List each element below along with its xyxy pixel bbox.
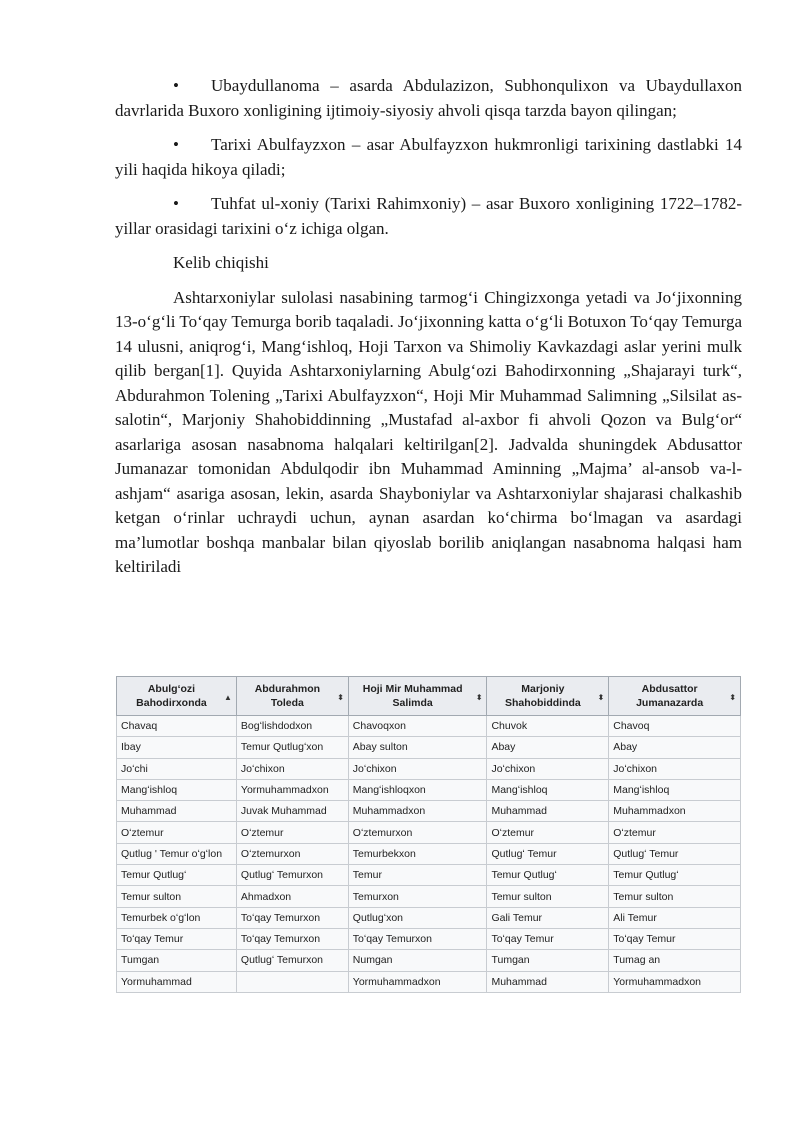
table-cell: Temur <box>348 865 487 886</box>
table-cell: Toʻqay Temur <box>487 928 609 949</box>
table-cell: Ahmadxon <box>236 886 348 907</box>
bullet-text: Tarixi Abulfayzxon – asar Abulfayzxon hukmronligi tarixining dastlabki 14 yili haqida hikoya qiladi; <box>115 135 742 179</box>
sort-icon[interactable]: ⬍ <box>729 693 736 702</box>
table-cell: Chavaq <box>117 716 237 737</box>
sort-icon[interactable]: ⬍ <box>475 693 483 702</box>
table-cell: Yormuhammadxon <box>236 779 348 800</box>
table-cell: Temur Qutlugʻ <box>117 865 237 886</box>
table-cell: Oʻztemur <box>117 822 237 843</box>
table-cell: Joʻchixon <box>609 758 741 779</box>
column-header-line2: Salimda <box>392 697 433 709</box>
table-cell: Toʻqay Temurxon <box>236 928 348 949</box>
bullet-marker: • <box>173 135 179 154</box>
table-cell: Muhammad <box>117 801 237 822</box>
table-cell: Abay <box>609 737 741 758</box>
table-row <box>117 843 741 864</box>
table-cell: Ibay <box>117 737 237 758</box>
table-cell: Toʻqay Temur <box>117 928 237 949</box>
table-row <box>117 865 741 886</box>
table-cell: Muhammadxon <box>348 801 487 822</box>
column-header-line1: Abdusattor <box>641 683 698 695</box>
table-cell: Joʻchi <box>117 758 237 779</box>
table-cell: Juvak Muhammad <box>236 801 348 822</box>
bullet-text: Ubaydullanoma – asarda Abdulazizon, Subhonqulixon va Ubaydullaxon davrlarida Buxoro xonligining ijtimoiy-siyosiy ahvoli qisqa tarzda bayon qilingan; <box>115 76 742 120</box>
table-cell: Ali Temur <box>609 907 741 928</box>
table-cell: Joʻchixon <box>236 758 348 779</box>
column-header[interactable] <box>236 677 348 716</box>
document-body <box>115 74 742 590</box>
table-row <box>117 779 741 800</box>
section-heading: Kelib chiqishi <box>173 253 269 272</box>
table-cell: Oʻztemur <box>236 822 348 843</box>
table-cell: Temur Qutlugʻxon <box>236 737 348 758</box>
table-cell: Yormuhammadxon <box>609 971 741 992</box>
table-row <box>117 758 741 779</box>
table-cell: Bogʻlishdodxon <box>236 716 348 737</box>
bullet-text: Tuhfat ul-xoniy (Tarixi Rahimxoniy) – asar Buxoro xonligining 1722–1782-yillar orasidagi tarixini oʻz ichiga olgan. <box>115 194 742 238</box>
table-cell: Numgan <box>348 950 487 971</box>
column-header[interactable] <box>117 677 237 716</box>
table-cell: Chuvok <box>487 716 609 737</box>
table-cell: Qutlugʻ Temur <box>487 843 609 864</box>
table-cell: Temurbek oʻgʻlon <box>117 907 237 928</box>
table-cell: Tumgan <box>117 950 237 971</box>
sort-icon[interactable]: ⬍ <box>597 693 605 702</box>
table-cell: Qutlug ' Temur oʻgʻlon <box>117 843 237 864</box>
table-row <box>117 971 741 992</box>
table-cell: Temurxon <box>348 886 487 907</box>
table-cell: Toʻqay Temur <box>609 928 741 949</box>
table-cell: Chavoqxon <box>348 716 487 737</box>
bullet-paragraph-1 <box>115 74 742 123</box>
table-body <box>117 716 741 993</box>
table-row <box>117 801 741 822</box>
table-cell: Oʻztemurxon <box>236 843 348 864</box>
genealogy-table <box>116 676 741 993</box>
table-cell: Qutlugʻ Temurxon <box>236 950 348 971</box>
table-cell <box>236 971 348 992</box>
table-row <box>117 737 741 758</box>
table-cell: Temur Qutlugʻ <box>609 865 741 886</box>
table-cell: Muhammadxon <box>609 801 741 822</box>
bullet-marker: • <box>173 76 179 95</box>
table-cell: Chavoq <box>609 716 741 737</box>
table-row <box>117 822 741 843</box>
column-header-line1: Abulgʻozi <box>147 683 196 695</box>
column-header[interactable] <box>348 677 487 716</box>
table-cell: Yormuhammadxon <box>348 971 487 992</box>
sort-icon[interactable]: ⬍ <box>337 693 344 702</box>
sort-icon[interactable]: ▲ <box>224 693 232 702</box>
table-cell: Mangʻishloq <box>487 779 609 800</box>
table-cell: Oʻztemur <box>609 822 741 843</box>
table-cell: Temur Qutlugʻ <box>487 865 609 886</box>
table-cell: Tumag an <box>609 950 741 971</box>
table-cell: Toʻqay Temurxon <box>348 928 487 949</box>
table-cell: Joʻchixon <box>487 758 609 779</box>
column-header-line1: Marjoniy <box>521 683 565 695</box>
table-cell: Joʻchixon <box>348 758 487 779</box>
table-cell: Mangʻishloq <box>117 779 237 800</box>
table-cell: Muhammad <box>487 971 609 992</box>
table-row <box>117 716 741 737</box>
table-header-row <box>117 677 741 716</box>
column-header-line2: Jumanazarda <box>636 697 704 709</box>
table-cell: Gali Temur <box>487 907 609 928</box>
bullet-marker: • <box>173 194 179 213</box>
table-cell: Toʻqay Temurxon <box>236 907 348 928</box>
table-row <box>117 886 741 907</box>
table-cell: Yormuhammad <box>117 971 237 992</box>
column-header-line1: Abdurahmon <box>254 683 321 695</box>
column-header[interactable] <box>487 677 609 716</box>
table-cell: Qutlugʻ Temurxon <box>236 865 348 886</box>
table-row <box>117 950 741 971</box>
table-row <box>117 928 741 949</box>
table-cell: Muhammad <box>487 801 609 822</box>
column-header[interactable] <box>609 677 741 716</box>
table-cell: Qutlugʻ Temur <box>609 843 741 864</box>
column-header-line2: Bahodirxonda <box>136 697 207 709</box>
table-cell: Temur sulton <box>117 886 237 907</box>
genealogy-table-container <box>116 676 741 993</box>
table-cell: Oʻztemurxon <box>348 822 487 843</box>
table-cell: Temur sulton <box>609 886 741 907</box>
table-cell: Temur sulton <box>487 886 609 907</box>
table-cell: Oʻztemur <box>487 822 609 843</box>
column-header-line2: Shahobiddinda <box>504 697 581 709</box>
table-cell: Tumgan <box>487 950 609 971</box>
column-header-line1: Hoji Mir Muhammad <box>362 683 463 695</box>
table-cell: Mangʻishloqxon <box>348 779 487 800</box>
bullet-paragraph-2 <box>115 133 742 182</box>
table-cell: Qutlugʻxon <box>348 907 487 928</box>
table-cell: Abay sulton <box>348 737 487 758</box>
table-row <box>117 907 741 928</box>
body-paragraph: Ashtarxoniylar sulolasi nasabining tarmogʻi Chingizxonga yetadi va Joʻjixonning 13-oʻgʻli Toʻqay Temurga borib taqaladi. Joʻjixonning katta oʻgʻli Botuxon Toʻqay Temurga 14 ulusni, aniqrogʻi, Mangʻishloq, Hoji Tarxon va Shimoliy Kavkazdagi aslar yerini mulk qilib bergan[1]. Quyida Ashtarxoniylarning Abulgʻozi Bahodirxonning „Shajarayi turk“, Abdurahmon Tolening „Tarixi Abulfayzxon“, Hoji Mir Muhammad Salimning „Silsilat as-salotin“, Marjoniy Shahobiddinning „Mustafad al-axbor fi ahvoli Qozon va Bulgʻor“ asarlariga asosan nasabnoma halqalari keltirilgan[2]. Jadvalda shuningdek Abdusattor Jumanazar tomonidan Abdulqodir ibn Muhammad Aminning „Majma’ al-ansob va-l-ashjam“ asariga asosan, lekin, asarda Shayboniylar va Ashtarxoniylar shajarasi chalkashib ketgan oʻrinlar uchraydi uchun, aynan asardan koʻchirma boʻlmagan va asardagi ma’lumotlar boshqa manbalar bilan qiyoslab borilib aniqlangan nasabnoma halqasi ham keltiriladi <box>115 287 742 576</box>
table-cell: Abay <box>487 737 609 758</box>
table-cell: Mangʻishloq <box>609 779 741 800</box>
table-cell: Temurbekxon <box>348 843 487 864</box>
bullet-paragraph-3 <box>115 192 742 241</box>
column-header-line2: Toleda <box>270 697 304 709</box>
